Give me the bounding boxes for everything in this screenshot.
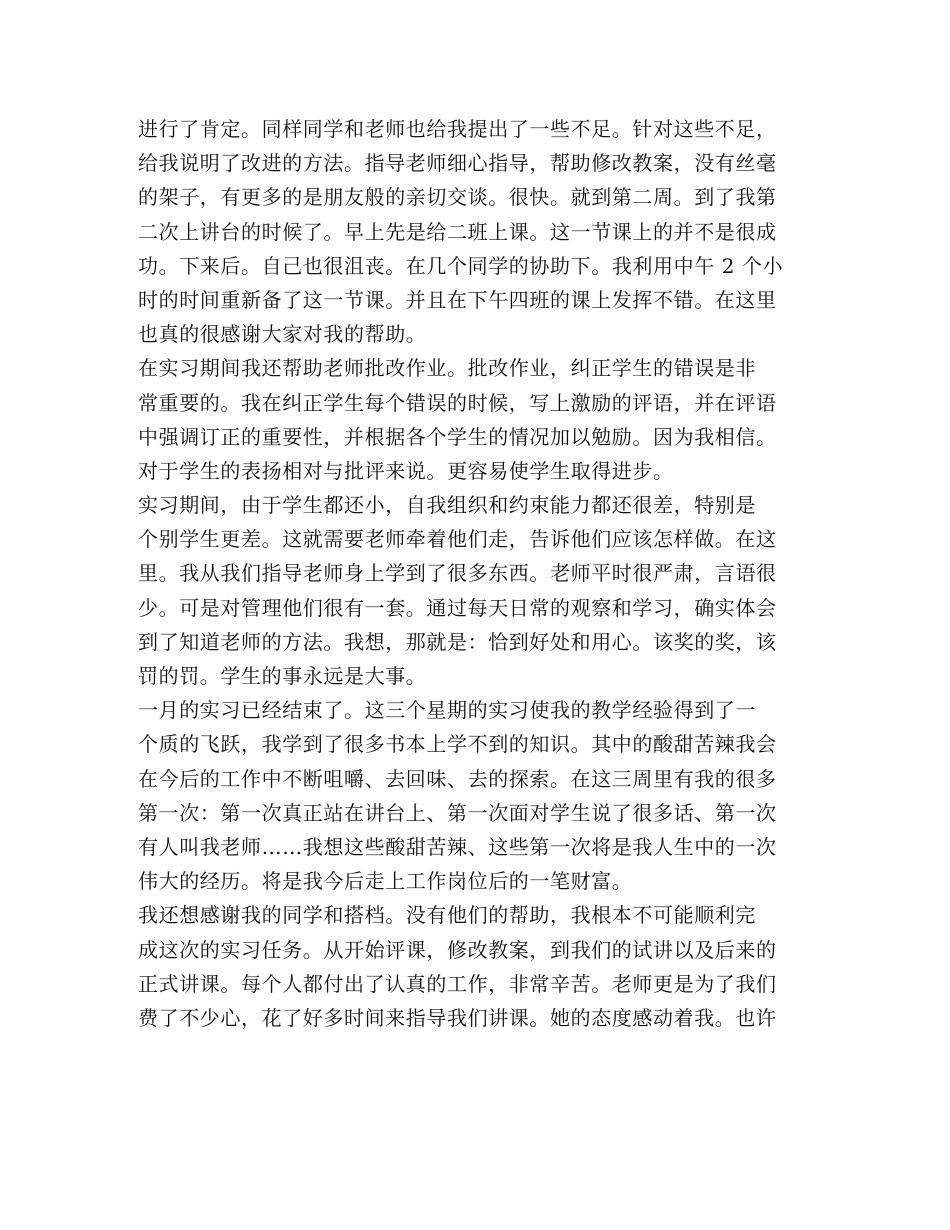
text-line: 正式讲课。每个人都付出了认真的工作，非常辛苦。老师更是为了我们 (138, 971, 777, 996)
text-line: 实习期间，由于学生都还小，自我组织和约束能力都还很差，特别是 (138, 493, 756, 518)
text-line: 个质的飞跃，我学到了很多书本上学不到的知识。其中的酸甜苦辣我会 (138, 732, 777, 757)
text-line: 个别学生更差。这就需要老师牵着他们走，告诉他们应该怎样做。在这 (138, 527, 777, 552)
text-line: 费了不少心，花了好多时间来指导我们讲课。她的态度感动着我。也许 (138, 1005, 777, 1030)
text-line: 少。可是对管理他们很有一套。通过每天日常的观察和学习，确实体会 (138, 595, 777, 620)
text-line: 在实习期间我还帮助老师批改作业。批改作业，纠正学生的错误是非 (138, 356, 756, 381)
text-line: 的架子，有更多的是朋友般的亲切交谈。很快。就到第二周。到了我第 (138, 185, 777, 210)
text-line: 给我说明了改进的方法。指导老师细心指导，帮助修改教案，没有丝毫 (138, 151, 777, 176)
text-line: 罚的罚。学生的事永远是大事。 (138, 664, 427, 688)
text-line: 也真的很感谢大家对我的帮助。 (138, 322, 427, 347)
text-line: 一月的实习已经结束了。这三个星期的实习使我的教学经验得到了一 (138, 698, 756, 723)
text-line: 伟大的经历。将是我今后走上工作岗位后的一笔财富。 (138, 869, 633, 894)
text-line: 中强调订正的重要性，并根据各个学生的情况加以勉励。因为我相信。 (138, 424, 777, 449)
text-line: 到了知道老师的方法。我想，那就是：恰到好处和用心。该奖的奖，该 (138, 629, 777, 654)
text-line: 在今后的工作中不断咀嚼、去回味、去的探索。在这三周里有我的很多 (138, 766, 777, 791)
text-line: 常重要的。我在纠正学生每个错误的时候，写上激励的评语，并在评语 (138, 390, 777, 415)
text-line: 时的时间重新备了这一节课。并且在下午四班的课上发挥不错。在这里 (138, 287, 777, 312)
text-line: 进行了肯定。同样同学和老师也给我提出了一些不足。针对这些不足， (138, 117, 777, 141)
text-line: 对于学生的表扬相对与批评来说。更容易使学生取得进步。 (138, 458, 674, 483)
text-line: 二次上讲台的时候了。早上先是给二班上课。这一节课上的并不是很成 (138, 219, 777, 244)
text-line: 有人叫我老师……我想这些酸甜苦辣、这些第一次将是我人生中的一次 (138, 834, 777, 859)
body-text (138, 112, 818, 1035)
text-line: 成这次的实习任务。从开始评课，修改教案，到我们的试讲以及后来的 (138, 937, 777, 962)
text-line: 我还想感谢我的同学和搭档。没有他们的帮助，我根本不可能顺利完 (138, 903, 756, 928)
text-line: 里。我从我们指导老师身上学到了很多东西。老师平时很严肃，言语很 (138, 561, 777, 586)
text-line: 功。下来后。自己也很沮丧。在几个同学的协助下。我利用中午 2 个小 (138, 253, 784, 278)
text-line: 第一次：第一次真正站在讲台上、第一次面对学生说了很多话、第一次 (138, 800, 777, 825)
